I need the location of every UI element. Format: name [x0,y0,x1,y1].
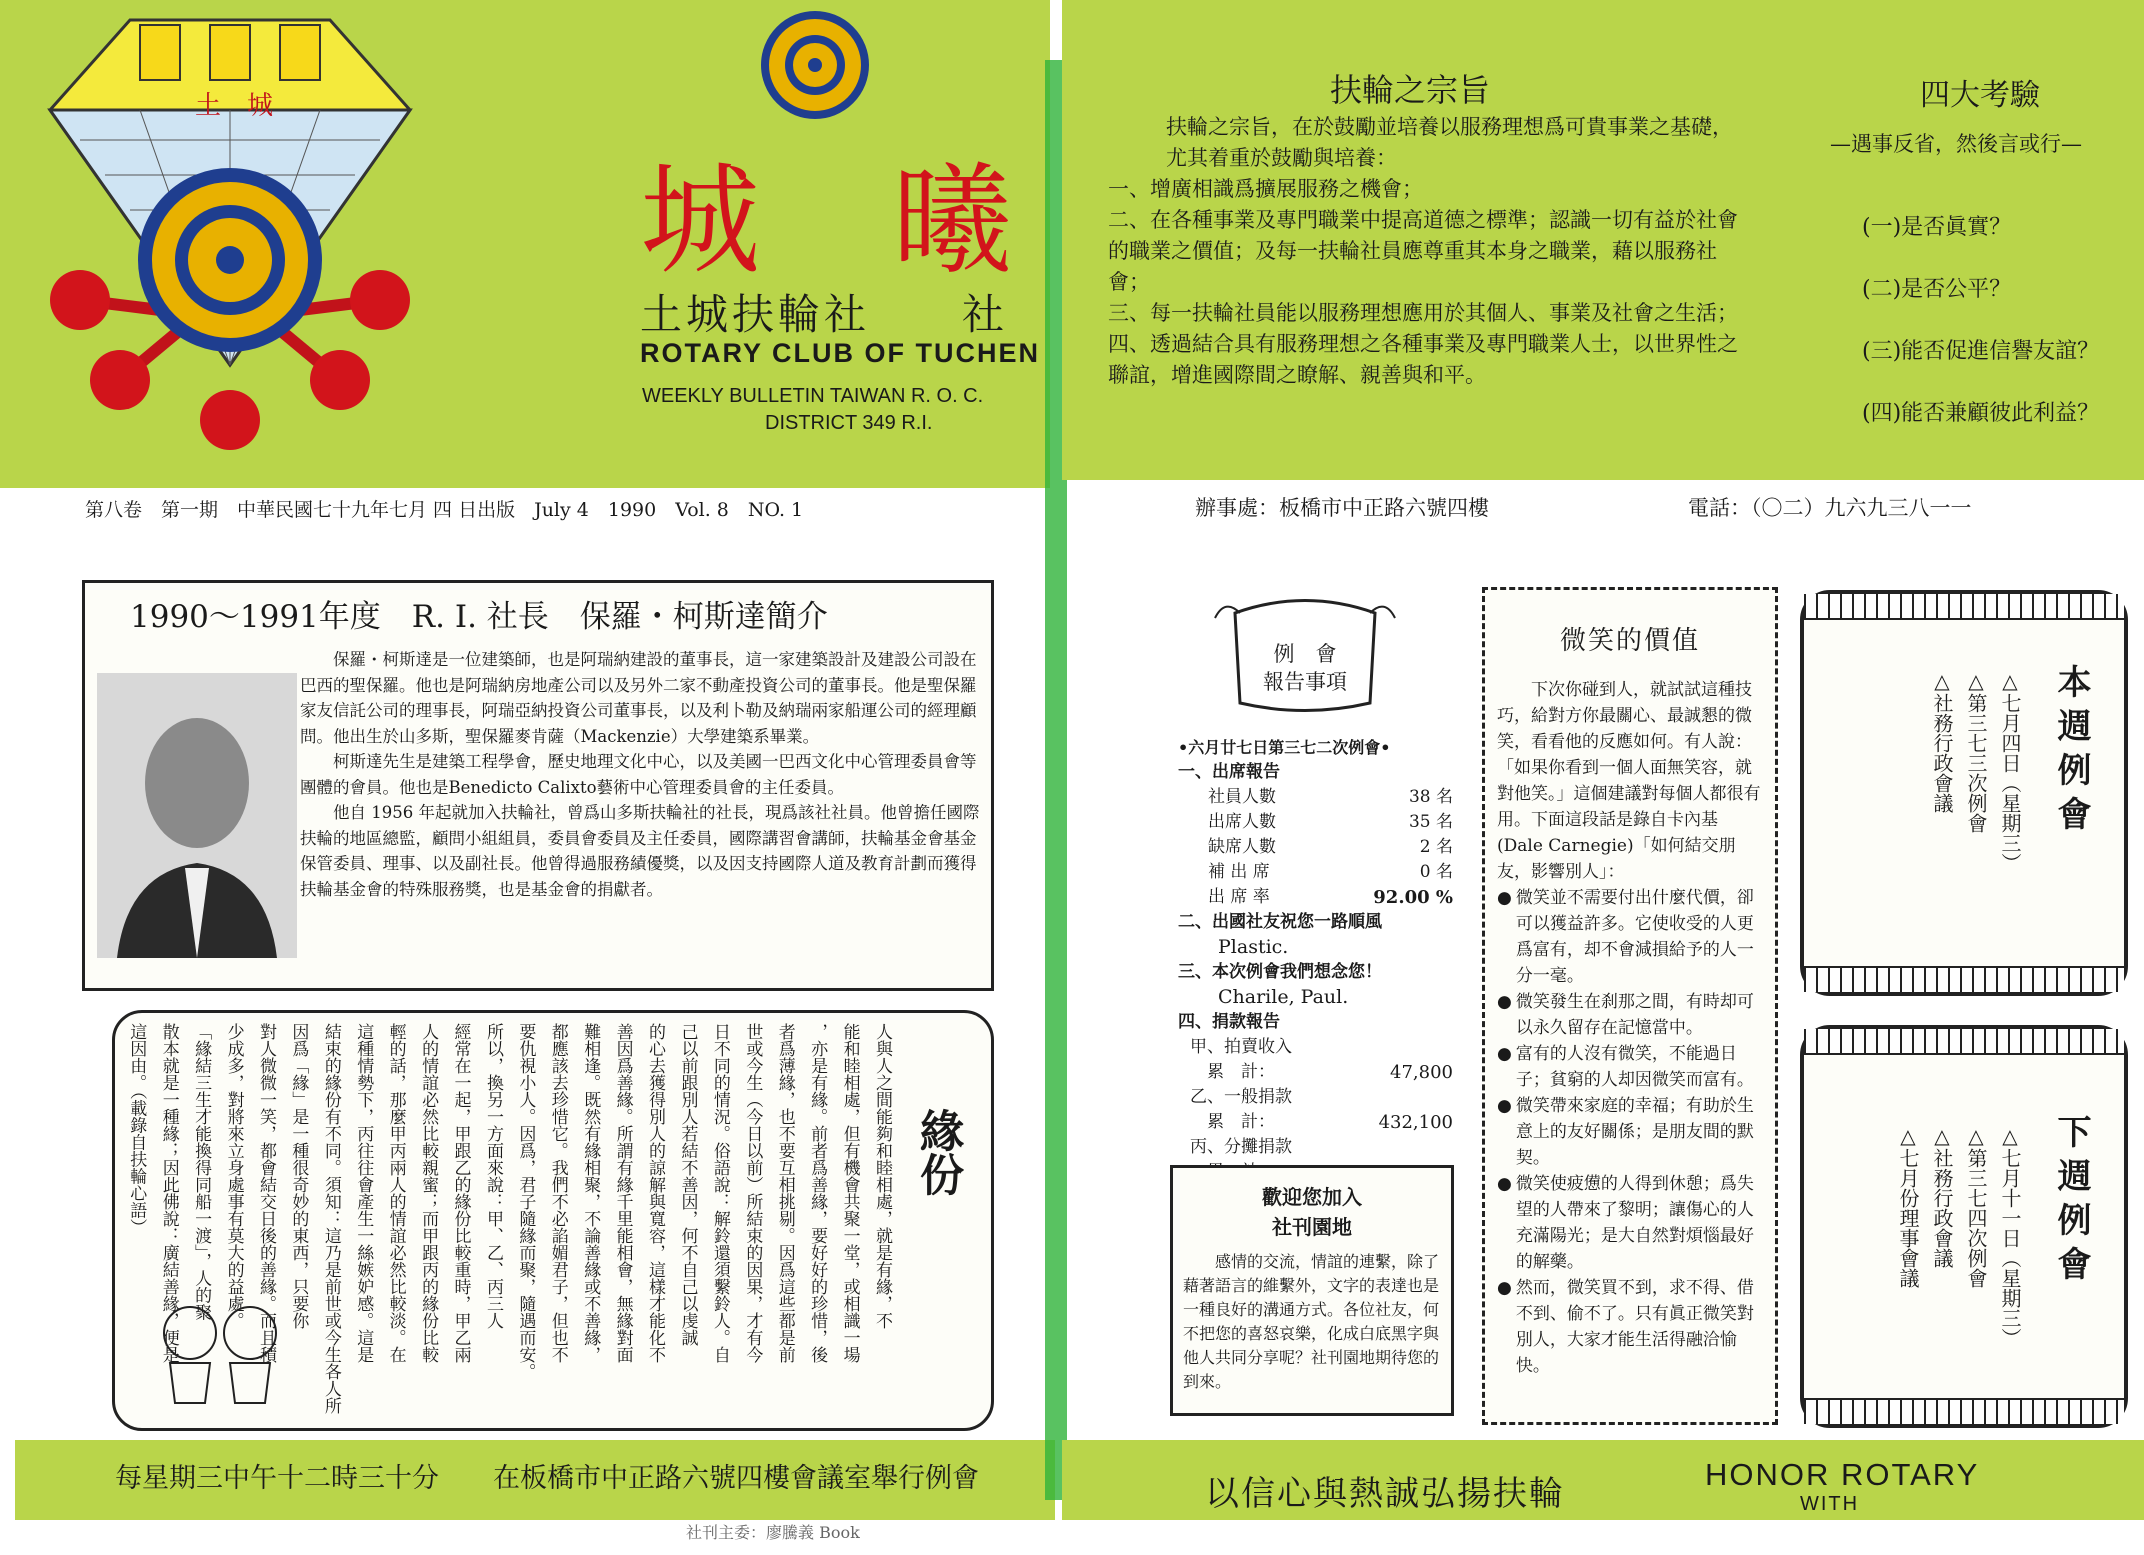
welcome-box [1170,1165,1454,1416]
report-section-1: 一、出席報告 [1178,762,1280,782]
bullet-dot-icon: ● [1497,888,1512,908]
objects-item-4: 四、透過結合具有服務理想之各種事業及專門職業人士，以世界性之聯誼，增進國際間之瞭解、親善與和平。 [1108,332,1738,387]
donation-label: 乙、一般捐款 [1190,1087,1292,1107]
attendance-label: 出 席 率 [1208,887,1270,907]
club-name-en: ROTARY CLUB OF TUCHEN [640,338,1040,368]
smile-bullet [1497,885,1763,989]
attendance-value: 38 名 [1408,787,1453,807]
president-paragraph-2: 柯斯達先生是建築工程學會，歷史地理文化中心，以及美國一巴西文化中心管理委員會等團體的會員。他也是Benedicto Calixto藝術中心管理委員會的主任委員。 [300,752,977,797]
bulletin-line-2: DISTRICT 349 R.I. [765,412,933,434]
fate-column: 善因爲善緣。所謂有緣千里能相會，無緣對面 [612,1023,633,1363]
attendance-list [1178,785,1453,910]
meeting-report [1178,735,1453,1210]
president-paragraph-1: 保羅・柯斯達是一位建築師，也是阿瑞納建設的董事長，這一家建築設計及建設公司設在巴西的聖保羅。他也是阿瑞納房地產公司以及另外二家不動產投資公司的董事長。他是聖保羅家友信託公司的理事長，阿瑞亞納投資公司董事長，以及利卜勒及納瑞兩家船運公司的經理顧問。他出生於山多斯，聖保羅麥肯薩（Mackenzie）大學建築系畢業。 [300,650,977,746]
tucheng-diamond-logo [20,10,440,450]
children-illustration [145,1293,295,1408]
attendance-row [1208,885,1453,910]
fate-column: 都應該去珍惜它。我們不必諂媚君子，但也不 [547,1023,568,1363]
fate-article-box [112,1010,994,1431]
issue-line: 第八卷 第一期 中華民國七十九年七月 四 日出版 July 4 1990 Vol. 8 NO. 1 [85,499,804,521]
club-name-cn: 土城扶輪社 社 [640,290,1009,339]
fate-column: 結束的緣份有不同。須知：這乃是前世或今生各人所 [320,1023,341,1414]
fate-column: 因爲「緣」是一種很奇妙的東西，只要你 [288,1023,309,1329]
smile-bullet [1497,1171,1763,1275]
smile-bullet-text: 富有的人沒有微笑，不能過日子；貧窮的人却因微笑而富有。 [1515,1044,1754,1090]
donation-value: 47,800 [1390,1062,1453,1083]
objects-title: 扶輪之宗旨 [1330,71,1491,109]
bullet-dot-icon: ● [1497,992,1512,1012]
smile-bullet [1497,1275,1763,1379]
week-item: △七月四日（星期三） [1998,669,2022,873]
four-way-test-list [1862,210,2099,427]
right-footer-en-2: WITH [1800,1493,1860,1515]
donation-label: 丙、分攤捐款 [1190,1137,1292,1157]
attendance-row [1208,810,1453,835]
objects-intro: 扶輪之宗旨，在於鼓勵並培養以服務理想爲可貴事業之基礎，尤其着重於鼓勵與培養： [1166,115,1733,170]
left-footer-text: 每星期三中午十二時三十分 在板橋市中正路六號四樓會議室舉行例會 [115,1463,979,1494]
donation-row [1190,1060,1453,1085]
attendance-label: 社員人數 [1208,787,1276,807]
week-item: △第三七三次例會 [1964,669,1988,833]
next-week-title: 下週例會 [2051,1114,2091,1290]
left-footer-cut-text: 社刊主委：廖騰義 Book [590,1523,860,1542]
week-item: △社務行政會議 [1930,669,1954,813]
office-phone: 電話：（〇二）九六九三八一一 [1688,496,1972,520]
rotary-wheel-icon [760,10,870,120]
smile-bullet [1497,1041,1763,1093]
attendance-label: 缺席人數 [1208,837,1276,857]
donation-row [1190,1035,1453,1060]
test-item-1: (一)是否眞實？ [1862,215,2012,240]
smile-bullets [1485,885,1775,1379]
donation-label: 累 計： [1190,1112,1275,1132]
test-item-4: (四)能否兼顧彼此利益？ [1862,401,2100,426]
donation-value: 432,100 [1378,1112,1453,1133]
test-item-3: (三)能否促進信譽友誼？ [1862,339,2100,364]
bullet-dot-icon: ● [1497,1174,1512,1194]
fate-title: 緣份 [912,1108,963,1196]
president-heading: 1990～1991年度 R. I. 社長 保羅・柯斯達簡介 [130,599,828,635]
logo-text: 土 城 [195,91,274,121]
fate-column: 所以，換另一方面來說：甲、乙、丙三人 [482,1023,503,1329]
attendance-row [1208,860,1453,885]
fate-column: 的心去獲得別人的諒解與寬容，這樣才能化不 [645,1023,666,1363]
this-week-items [1928,669,2024,959]
next-week-items [1894,1124,2024,1404]
smile-intro: 下次你碰到人，就試試這種技巧，給對方你最關心、最誠懇的微笑，看看他的反應如何。有人說：「如果你看到一個人面無笑容，就對他笑。」這個建議對每個人都很有用。下面這段話是錄自卡內基(Dale Carnegie)「如何結交朋友，影響別人」： [1497,680,1761,882]
fate-column: 能和睦相處，但有機會共聚一堂，或相識一場 [839,1023,860,1363]
fate-column: 己以前跟別人若結不善因，何不自己以虔誠 [677,1023,698,1346]
smile-title: 微笑的價值 [1559,626,1700,656]
donation-label: 甲、拍賣收入 [1190,1037,1292,1057]
objects-item-2: 二、在各種事業及專門職業中提高道德之標準；認識一切有益於社會的職業之價值；及每一扶輪社員應尊重其本身之職業，藉以服務社會； [1108,208,1738,294]
objects-item-1: 一、增廣相識爲擴展服務之機會； [1108,177,1423,201]
president-photo [97,673,297,958]
attendance-value: 2 名 [1419,837,1453,857]
welcome-text: 感情的交流，情誼的連繫，除了藉著語言的維繫外，文字的表達也是一種良好的溝通方式。各位社友，何不把您的喜怒哀樂，化成白底黑字與他人共同分享呢？社刊園地期待您的到來。 [1183,1252,1440,1391]
fate-column: 散本就是一種緣；因此佛說：廣結善緣，便是 [158,1023,179,1363]
donation-row [1190,1085,1453,1110]
attendance-label: 出席人數 [1208,812,1276,832]
smile-bullet-text: 然而，微笑買不到，求不得、借不到、偷不了。只有眞正微笑對別人，大家才能生活得融洽愉快。 [1515,1278,1754,1376]
smile-bullet-text: 微笑帶來家庭的幸福；有助於生意上的友好關係；是朋友間的默契。 [1515,1096,1754,1168]
donation-label: 累 計： [1190,1062,1275,1082]
right-footer-slogan: 以信心與熱誠弘揚扶輪 [1205,1474,1565,1514]
fate-column: 人的情誼必然比較親蜜；而甲跟丙的緣份比較 [418,1023,439,1363]
bulletin-line-1: WEEKLY BULLETIN TAIWAN R. O. C. [642,385,984,407]
fate-column: 「緣結三生才能換得同船一渡」，人的聚 [191,1023,212,1321]
fate-column: 世或今生（今日以前）所結束的因果，才有今 [742,1023,763,1363]
president-paragraph-3: 他自 1956 年起就加入扶輪社，曾爲山多斯扶輪社的社長，現爲該社社員。他曾擔任國際扶輪的地區總監，顧問小組組員，委員會委員及主任委員，國際講習會講師，扶輪基金會基金保管委員、理事、以及副社長。他曾得過服務績優獎，以及因支持國際人道及教育計劃而獲得扶輪基金會的特殊服務獎，也是基金會的捐獻者。 [300,803,980,899]
four-way-test-title: 四大考驗 [1920,78,2040,113]
smile-bullet-text: 微笑發生在刹那之間，有時却可以永久留存在記憶當中。 [1515,992,1754,1038]
office-address: 辦事處：板橋市中正路六號四樓 [1195,496,1489,520]
welcome-title: 歡迎您加入 社刊園地 [1262,1185,1362,1239]
week-item: △第三七四次例會 [1964,1124,1988,1288]
attendance-value: 92.00 % [1373,887,1453,908]
smile-bullet-text: 微笑使疲憊的人得到休憩；爲失望的人帶來了黎明；讓傷心的人充滿陽光；是大自然對煩惱最好的解藥。 [1515,1174,1754,1272]
bullet-dot-icon: ● [1497,1044,1512,1064]
right-footer-en-1: HONOR ROTARY [1705,1457,1980,1492]
smile-bullet-text: 微笑並不需要付出什麼代價，卻可以獲益許多。它使收受的人更爲富有，却不會減損給予的人一分一毫。 [1515,888,1754,986]
bullet-dot-icon: ● [1497,1278,1512,1298]
report-section-3: 三、本次例會我們想念您！ [1178,962,1382,982]
masthead-title: 城 曦 [640,152,1018,291]
fate-column: 輕的話，那麼甲丙兩人的情誼必然比較淡。在 [385,1023,406,1363]
week-item: △社務行政會議 [1930,1124,1954,1268]
objects-text [1108,112,1748,391]
fate-column: 經常在一起，甲跟乙的緣份比較重時，甲乙兩 [450,1023,471,1363]
fate-column: 這因由。（載錄自扶輪心語） [126,1023,147,1236]
test-item-2: (二)是否公平？ [1862,277,2012,302]
donation-row [1190,1110,1453,1135]
report-badge: 例 會 報告事項 [1263,642,1347,694]
fate-column: 這種情勢下，丙往往會產生一絲嫉妒感。這是 [353,1023,374,1363]
report-section-2: 二、出國社友祝您一路順風 [1178,912,1382,932]
attendance-row [1208,835,1453,860]
fate-column: 者爲薄緣，也不要互相挑剔。因爲這些都是前 [774,1023,795,1363]
bullet-dot-icon: ● [1497,1096,1512,1116]
smile-bullet [1497,1093,1763,1171]
smile-bullet [1497,989,1763,1041]
this-week-box [1800,590,2128,996]
next-week-box [1800,1025,2128,1428]
week-item: △七月十一日（星期三） [1998,1124,2022,1348]
smile-article-box [1482,587,1778,1425]
week-item: △七月份理事會議 [1896,1124,1920,1288]
report-section-3-value: Charile, Paul. [1218,986,1349,1008]
attendance-value: 0 名 [1419,862,1453,882]
report-meeting: •六月廿七日第三七二次例會• [1178,738,1391,757]
report-section-4: 四、捐款報告 [1178,1012,1280,1032]
attendance-value: 35 名 [1408,812,1453,832]
president-profile-box [82,580,994,991]
objects-item-3: 三、每一扶輪社員能以服務理想應用於其個人、事業及社會之生活； [1108,301,1738,325]
fate-column: 對人微微一笑，都會結交日後的善緣。而且積 [255,1023,276,1363]
report-section-2-value: Plastic. [1218,936,1289,958]
fate-column: 人與人之間能夠和睦相處，就是有緣，不 [872,1023,892,1329]
donation-row [1190,1135,1453,1160]
attendance-row [1208,785,1453,810]
attendance-label: 補 出 席 [1208,862,1270,882]
fate-column: 日不同的情況。俗語說：解鈴還須繫鈴人。自 [709,1023,730,1363]
fate-column: 難相逢。既然有緣相聚，不論善緣或不善緣， [580,1023,601,1363]
fate-column: 少成多，對將來立身處事有莫大的益處。 [223,1023,244,1329]
fate-column: ，亦是有緣。前者爲善緣，要好好的珍惜，後 [807,1023,828,1363]
fate-column: 要仇視小人。因爲，君子隨緣而聚，隨遇而安。 [515,1023,536,1380]
four-way-test-subtitle: —遇事反省，然後言或行— [1830,132,2082,156]
this-week-title: 本週例會 [2051,664,2091,840]
